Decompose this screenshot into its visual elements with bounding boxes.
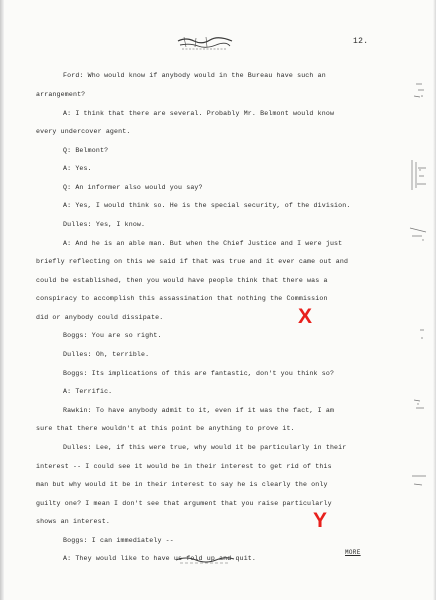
- transcript-line: guilty one? I mean I don't see that argument that you raise particularly: [36, 500, 332, 507]
- transcript-line: Ford: Who would know if anybody would in the Bureau have such an: [63, 72, 326, 79]
- transcript-line: arrangement?: [36, 91, 86, 98]
- transcript-line: A: Yes, I would think so. He is the special security, of the division.: [63, 202, 351, 209]
- transcript-line: Rawkin: To have anybody admit to it, even if it was the fact, I am: [63, 407, 335, 414]
- transcript-line: Dulles: Oh, terrible.: [63, 351, 150, 358]
- transcript-line: Q: Belmont?: [63, 147, 109, 154]
- footer-scribble-icon: [174, 555, 236, 565]
- transcript-line: A: Terrific.: [63, 388, 113, 395]
- transcript-line: man but why would it be in their interest to say he is clearly the only: [36, 481, 328, 488]
- transcript-line: Boggs: You are so right.: [63, 332, 162, 339]
- margin-marks-icon: [402, 0, 432, 600]
- transcript-line: every undercover agent.: [36, 128, 131, 135]
- transcript-line: could be established, then you would have people think that there was a: [36, 277, 328, 284]
- transcript-line: Boggs: Its implications of this are fantastic, don't you think so?: [63, 370, 335, 377]
- scan-edge-left: [0, 0, 4, 600]
- header-scribble-icon: [176, 35, 234, 53]
- transcript-line: did or anybody could dissipate.: [36, 314, 164, 321]
- transcript-line: A: I think that there are several. Probably Mr. Belmont would know: [63, 110, 335, 117]
- transcript-line: Dulles: Yes, I know.: [63, 221, 146, 228]
- transcript-line: interest -- I could see it would be in their interest to get rid of this: [36, 463, 332, 470]
- transcript-line: briefly reflecting on this we said if that was true and it ever came out and: [36, 258, 349, 265]
- red-x-annotation: X: [298, 305, 313, 328]
- page-number: 12.: [353, 37, 369, 46]
- transcript-line: sure that there wouldn't at this point be anything to prove it.: [36, 425, 295, 432]
- transcript-line: A: And he is an able man. But when the Chief Justice and I were just: [63, 240, 343, 247]
- more-label: MORE: [345, 549, 361, 556]
- transcript-line: Boggs: I can immediately --: [63, 537, 174, 544]
- red-y-annotation: Y: [313, 509, 328, 532]
- transcript-line: shows an interest.: [36, 518, 110, 525]
- transcript-line: Q: An informer also would you say?: [63, 184, 203, 191]
- transcript-line: A: They would like to have us fold up and quit.: [63, 555, 257, 562]
- transcript-line: Dulles: Lee, if this were true, why would it be particularly in their: [63, 444, 347, 451]
- transcript-line: conspiracy to accomplish this assassination that nothing the Commission: [36, 295, 328, 302]
- transcript-line: A: Yes.: [63, 165, 92, 172]
